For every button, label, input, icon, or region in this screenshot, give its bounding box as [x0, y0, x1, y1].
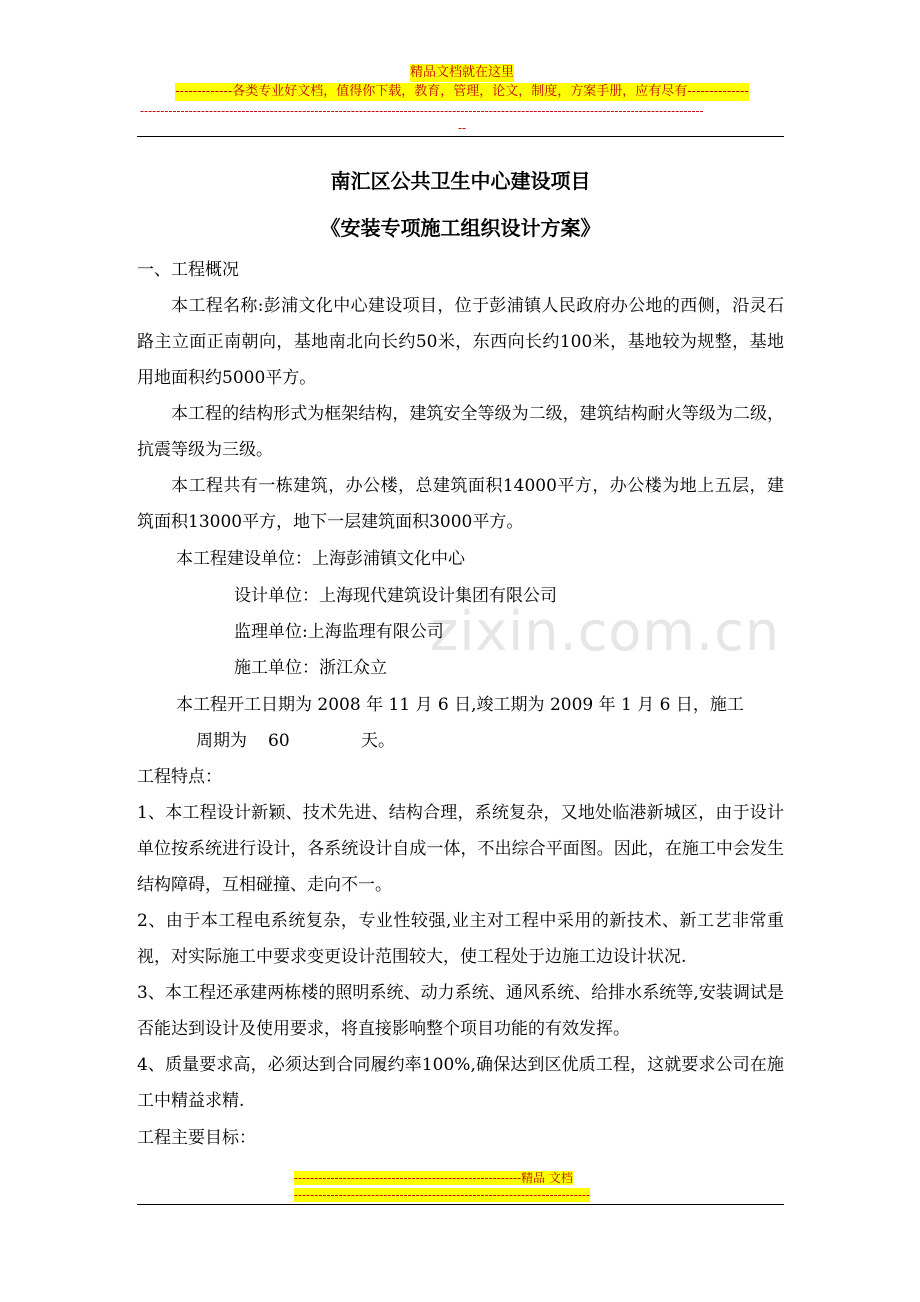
footer-rule — [137, 1204, 784, 1205]
feature-item-4: 4、质量要求高，必须达到合同履约率100%,确保达到区优质工程，这就要求公司在施工中精益求精. — [137, 1055, 784, 1111]
paragraph-structure: 本工程的结构形式为框架结构，建筑安全等级为二级，建筑结构耐火等级为二级，抗震等级为三级。 — [137, 404, 784, 460]
feature-item-2: 2、由于本工程电系统复杂，专业性较强,业主对工程中采用的新技术、新工艺非常重视，对实际施工中要求变更设计范围较大，使工程处于边施工边设计状况. — [137, 911, 784, 967]
section-heading: 一、工程概况 — [137, 260, 239, 280]
header-dashes-tail: -- — [457, 121, 467, 135]
schedule-line: 本工程开工日期为 2008 年 11 月 6 日,竣工期为 2009 年 1 月 6 日，施工 — [176, 695, 744, 715]
header-dashes: ------------------------------------------------------------------------------------------------------------------------------------------- — [140, 104, 704, 118]
feature-item-3: 3、本工程还承建两栋楼的照明系统、动力系统、通风系统、给排水系统等,安装调试是否能达到设计及使用要求，将直接影响整个项目功能的有效发挥。 — [137, 983, 784, 1039]
header-line2: -------------各类专业好文档，值得你下载，教育，管理，论文，制度，方案手册，应有尽有-------------- — [175, 84, 749, 99]
header-rule — [137, 136, 784, 137]
supervision-unit: 监理单位:上海监理有限公司 — [234, 622, 444, 642]
paragraph-building: 本工程共有一栋建筑，办公楼，总建筑面积14000平方，办公楼为地上五层，建筑面积13000平方，地下一层建筑面积3000平方。 — [137, 476, 784, 532]
schedule-days: 60 — [268, 731, 290, 751]
header-line1: 精品文档就在这里 — [409, 65, 514, 80]
features-heading: 工程特点： — [137, 767, 222, 787]
construction-unit: 施工单位：浙江众立 — [234, 658, 387, 678]
watermark: zixin.com.cn — [430, 600, 781, 663]
document-subtitle: 《安装专项施工组织设计方案》 — [320, 216, 601, 240]
footer-line2: ------------------------------------------------------------------------- — [294, 1188, 590, 1202]
design-unit: 设计单位：上海现代建筑设计集团有限公司 — [234, 586, 557, 606]
header-banner — [140, 64, 784, 101]
owner-unit: 本工程建设单位：上海彭浦镇文化中心 — [176, 549, 465, 569]
schedule-period-label: 周期为 — [196, 731, 247, 751]
feature-item-1: 1、本工程设计新颖、技术先进、结构合理，系统复杂，又地处临港新城区，由于设计单位按系统进行设计，各系统设计自成一体，不出综合平面图。因此，在施工中会发生结构障碍，互相碰撞、走向不一。 — [137, 803, 784, 895]
footer-line1: --------------------------------------------------------精品 文档 — [294, 1171, 573, 1185]
goals-heading: 工程主要目标： — [137, 1128, 256, 1148]
paragraph-project-name: 本工程名称:彭浦文化中心建设项目，位于彭浦镇人民政府办公地的西侧，沿灵石路主立面正南朝向，基地南北向长约50米，东西向长约100米，基地较为规整，基地用地面积约5000平方。 — [137, 296, 784, 388]
schedule-days-unit: 天。 — [361, 731, 395, 751]
document-title: 南汇区公共卫生中心建设项目 — [330, 169, 591, 193]
